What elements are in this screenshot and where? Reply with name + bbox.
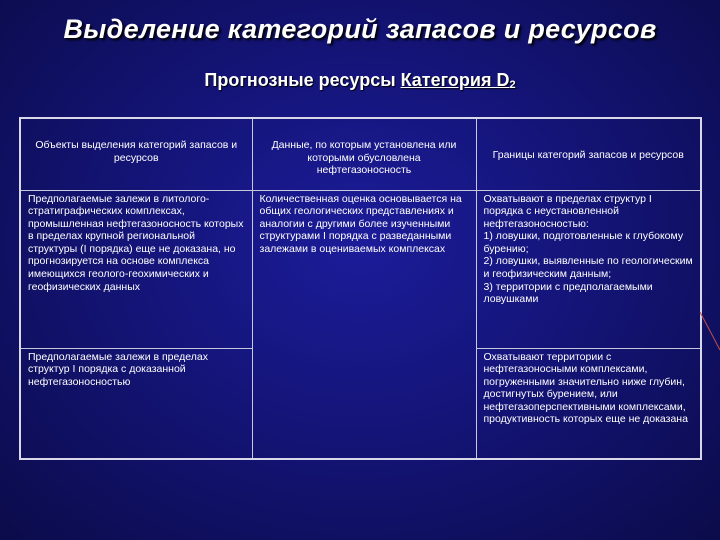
row2-objects: Предполагаемые залежи в пределах структур I порядка с доказанной нефтегазоносностью xyxy=(20,348,252,459)
row1-bounds-intro: Охватывают в пределах структур I порядка с неустановленной нефтегазоносностью: xyxy=(483,192,652,230)
header-data: Данные, по которым установлена или которыми обусловлена нефтегазоносность xyxy=(252,118,476,190)
header-objects: Объекты выделения категорий запасов и ресурсов xyxy=(20,118,252,190)
row1-objects: Предполагаемые залежи в литолого-стратиграфических комплексах, промышленная нефтегазоносность которых в пределах крупной региональной структуры (I порядка) еще не доказана, но прогнозируется на основе комплекса имеющихся геолого-геохимических и геофизических данных xyxy=(20,190,252,348)
table-row xyxy=(20,190,701,348)
slide-title: Выделение категорий запасов и ресурсов xyxy=(63,14,657,44)
row1-bounds-item2: 2) ловушки, выявленные по геологическим и геофизическим данным; xyxy=(483,255,693,281)
subtitle-category xyxy=(401,70,516,90)
row1-bounds xyxy=(476,190,701,348)
table-header-row xyxy=(20,118,701,190)
row1-bounds-item3: 3) территории с предполагаемыми ловушками xyxy=(483,280,653,306)
row2-bounds: Охватывают территории с нефтегазоносными комплексами, погруженными значительно ниже глубин, достигнутых бурением, или нефтегазоперспективными комплексами, продуктивность которых еще не доказана xyxy=(476,348,701,459)
row1-bounds-item1: 1) ловушки, подготовленные к глубокому бурению; xyxy=(483,230,684,255)
subtitle-category-text: Категория D xyxy=(400,70,510,90)
decorative-line xyxy=(696,310,720,370)
category-table xyxy=(19,117,702,460)
subtitle-prefix: Прогнозные ресурсы xyxy=(204,70,401,90)
subtitle-category-subscript: 2 xyxy=(509,79,516,91)
row1-data: Количественная оценка основывается на общих геологических представлениях и аналогии с другими более изученными структурами I порядка с разведанными залежами в оцениваемых комплексах xyxy=(252,190,476,459)
slide-subtitle xyxy=(0,70,720,91)
header-bounds: Границы категорий запасов и ресурсов xyxy=(476,118,701,190)
